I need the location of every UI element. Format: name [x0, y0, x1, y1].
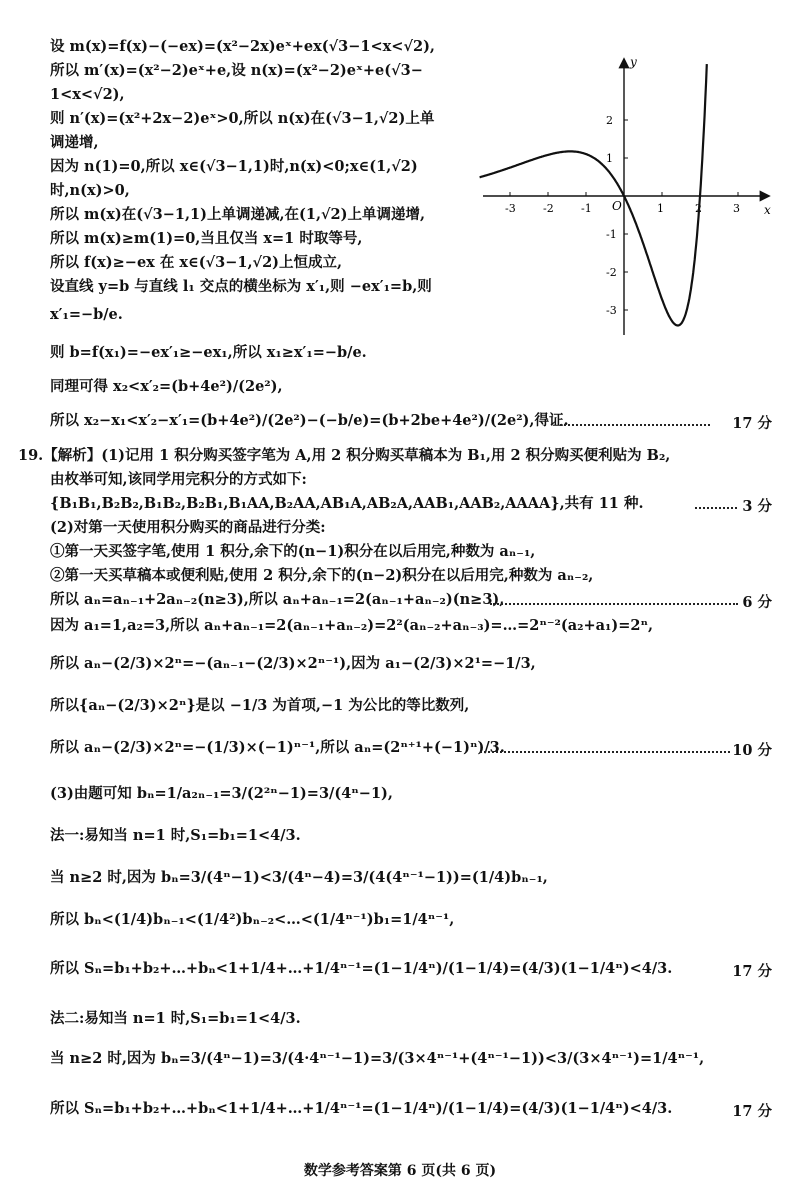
x-tick-label: -1 — [581, 202, 592, 215]
text-line: 所以 aₙ−(2/3)×2ⁿ=−(aₙ₋₁−(2/3)×2ⁿ⁻¹),因为 a₁−(2/3)×2¹=−1/3, — [50, 655, 536, 672]
text-line: 所以 aₙ=aₙ₋₁+2aₙ₋₂(n≥3),所以 aₙ+aₙ₋₁=2(aₙ₋₁+aₙ₋₂)(n≥3), — [50, 591, 505, 608]
x-tick-label: 1 — [657, 202, 664, 215]
text-line: ①第一天买签字笔,使用 1 积分,余下的(n−1)积分在以后用完,种数为 aₙ₋₁, — [50, 543, 536, 560]
text-line: 所以 f(x)≥−ex 在 x∈(√3−1,√2)上恒成立, — [50, 254, 343, 271]
score-label: 17 分 — [732, 963, 772, 980]
text-line: 同理可得 x₂<x′₂=(b+4e²)/(2e²), — [50, 378, 283, 395]
x-tick-label: 2 — [695, 202, 702, 215]
y-tick-label: 2 — [606, 114, 613, 127]
text-line: 设 m(x)=f(x)−(−ex)=(x²−2x)eˣ+ex(√3−1<x<√2), — [50, 38, 435, 55]
text-line: (2)对第一天使用积分购买的商品进行分类: — [50, 519, 326, 536]
text-line: 所以 m(x)在(√3−1,1)上单调递减,在(1,√2)上单调递增, — [50, 206, 426, 223]
text-line: 法二:易知当 n=1 时,S₁=b₁=1<4/3. — [50, 1010, 301, 1027]
function-curve — [480, 64, 707, 325]
text-line: 所以 m(x)≥m(1)=0,当且仅当 x=1 时取等号, — [50, 230, 363, 247]
text-line: 所以 m′(x)=(x²−2)eˣ+e,设 n(x)=(x²−2)eˣ+e(√3− — [50, 62, 423, 79]
text-line: 所以 aₙ−(2/3)×2ⁿ=−(1/3)×(−1)ⁿ⁻¹,所以 aₙ=(2ⁿ⁺¹+(−1)ⁿ)/3. — [50, 739, 505, 756]
text-line: 则 b=f(x₁)=−ex′₁≥−ex₁,所以 x₁≥x′₁=−b/e. — [50, 344, 367, 361]
x-tick-label: 3 — [733, 202, 740, 215]
function-graph — [478, 50, 778, 350]
y-tick-label: 1 — [606, 152, 613, 165]
text-line: 1<x<√2), — [50, 86, 125, 103]
problem-heading: 19.【解析】(1)记用 1 积分购买签字笔为 A,用 2 积分购买草稿本为 B₁,用 2 积分购买便利贴为 B₂, — [18, 447, 671, 464]
text-line: 时,n(x)>0, — [50, 182, 130, 199]
text-line: x′₁=−b/e. — [50, 306, 123, 323]
text-line: 当 n≥2 时,因为 bₙ=3/(4ⁿ−1)=3/(4·4ⁿ⁻¹−1)=3/(3×4ⁿ⁻¹+(4ⁿ⁻¹−1))<3/(3×4ⁿ⁻¹)=1/4ⁿ⁻¹, — [50, 1050, 705, 1067]
score-leader — [480, 751, 730, 753]
y-axis-label: y — [630, 55, 637, 69]
page-footer: 数学参考答案第 6 页(共 6 页) — [303, 1163, 497, 1179]
text-line: {B₁B₁,B₂B₂,B₁B₂,B₂B₁,B₁AA,B₂AA,AB₁A,AB₂A,AAB₁,AAB₂,AAAA},共有 11 种. — [50, 495, 644, 512]
y-tick-label: -2 — [606, 266, 617, 279]
score-label: 17 分 — [732, 415, 772, 432]
x-axis-label: x — [764, 203, 771, 217]
text-line: 所以 Sₙ=b₁+b₂+…+bₙ<1+1/4+…+1/4ⁿ⁻¹=(1−1/4ⁿ)/(1−1/4)=(4/3)(1−1/4ⁿ)<4/3. — [50, 960, 673, 977]
text-line: 则 n′(x)=(x²+2x−2)eˣ>0,所以 n(x)在(√3−1,√2)上单 — [50, 110, 435, 127]
score-label: 10 分 — [732, 742, 772, 759]
text-line: 法一:易知当 n=1 时,S₁=b₁=1<4/3. — [50, 827, 301, 844]
text-line: 由枚举可知,该同学用完积分的方式如下: — [50, 471, 307, 488]
text-line: 调递增, — [50, 134, 99, 151]
text-line: 所以 bₙ<(1/4)bₙ₋₁<(1/4²)bₙ₋₂<…<(1/4ⁿ⁻¹)b₁=1/4ⁿ⁻¹, — [50, 911, 455, 928]
score-label: 6 分 — [742, 594, 772, 611]
text-line: 因为 n(1)=0,所以 x∈(√3−1,1)时,n(x)<0;x∈(1,√2) — [50, 158, 418, 175]
origin-label: O — [612, 199, 622, 213]
y-tick-label: -1 — [606, 228, 617, 241]
score-leader — [695, 507, 737, 509]
text-line: 所以 Sₙ=b₁+b₂+…+bₙ<1+1/4+…+1/4ⁿ⁻¹=(1−1/4ⁿ)/(1−1/4)=(4/3)(1−1/4ⁿ)<4/3. — [50, 1100, 673, 1117]
text-line: 所以 x₂−x₁<x′₂−x′₁=(b+4e²)/(2e²)−(−b/e)=(b+2be+4e²)/(2e²),得证. — [50, 412, 569, 429]
text-line: 所以{aₙ−(2/3)×2ⁿ}是以 −1/3 为首项,−1 为公比的等比数列, — [50, 697, 470, 714]
y-ticks — [606, 114, 628, 317]
text-line: 当 n≥2 时,因为 bₙ=3/(4ⁿ−1)<3/(4ⁿ−4)=3/(4(4ⁿ⁻¹−1))=(1/4)bₙ₋₁, — [50, 869, 548, 886]
text-line: 因为 a₁=1,a₂=3,所以 aₙ+aₙ₋₁=2(aₙ₋₁+aₙ₋₂)=2²(aₙ₋₂+aₙ₋₃)=…=2ⁿ⁻²(a₂+a₁)=2ⁿ, — [50, 617, 654, 634]
score-leader — [490, 603, 738, 605]
score-leader — [560, 424, 710, 426]
score-label: 17 分 — [732, 1103, 772, 1120]
text-line: 设直线 y=b 与直线 l₁ 交点的横坐标为 x′₁,则 −ex′₁=b,则 — [50, 278, 432, 295]
score-label: 3 分 — [742, 498, 772, 515]
text-line: ②第一天买草稿本或便利贴,使用 2 积分,余下的(n−2)积分在以后用完,种数为 aₙ₋₂, — [50, 567, 594, 584]
x-tick-label: -3 — [505, 202, 516, 215]
y-tick-label: -3 — [606, 304, 617, 317]
x-tick-label: -2 — [543, 202, 554, 215]
text-line: (3)由题可知 bₙ=1/a₂ₙ₋₁=3/(2²ⁿ−1)=3/(4ⁿ−1), — [50, 785, 393, 802]
